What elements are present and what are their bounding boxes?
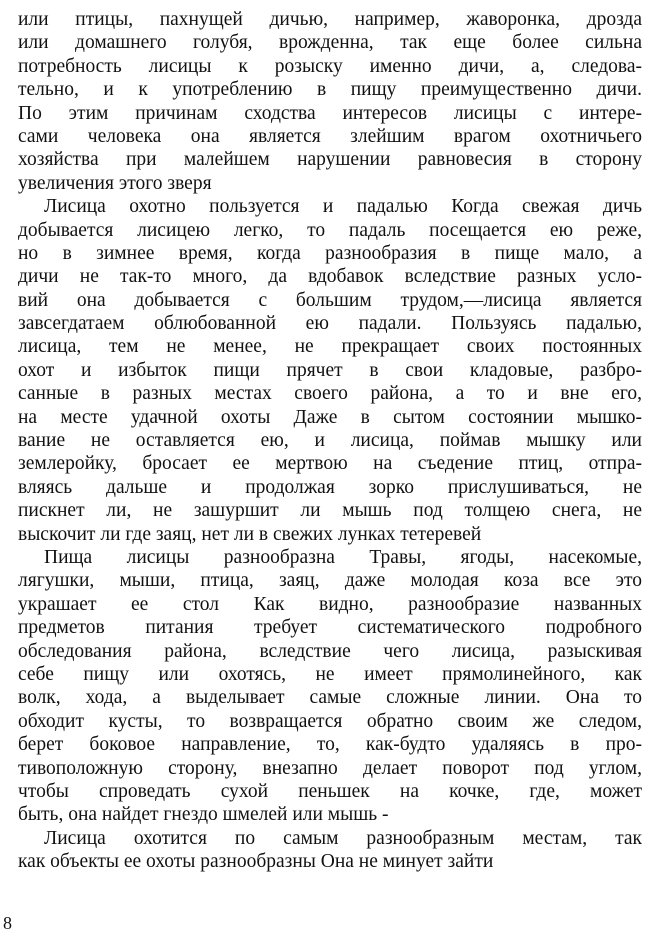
text-line: украшает ее стол Как видно, разнообразие названных xyxy=(18,593,642,615)
text-line: или птицы, пахнущей дичью, например, жаворонка, дрозда xyxy=(18,9,642,30)
text-line: Лисица охотно пользуется и падалью Когда свежая дичь xyxy=(44,196,642,218)
text-line: вание не оставляется ею, и лисица, поймав мышку или xyxy=(18,430,642,452)
text-line: выскочит ли где заяц, нет ли в свежих лунках тетеревей xyxy=(18,523,482,545)
text-line: увеличения этого зверя xyxy=(18,172,212,194)
text-line: землеройку, бросает ее мертвою на съедение птиц, отпра- xyxy=(18,453,642,475)
text-line: санные в разных местах своего района, а то и вне его, xyxy=(18,383,642,405)
text-line: тивоположную сторону, внезапно делает поворот под углом, xyxy=(18,757,642,779)
text-line: дичи не так-то много, да вдобавок вследствие разных усло- xyxy=(18,266,642,288)
text-line: обследования района, вследствие чего лисица, разыскивая xyxy=(18,640,642,662)
text-line: охот и избыток пищи прячет в свои кладовые, разбро- xyxy=(18,359,642,381)
text-line: Пища лисицы разнообразна Травы, ягоды, насекомые, xyxy=(44,546,642,568)
page-body-text xyxy=(18,8,642,873)
text-line: берет боковое направление, то, как-будто удаляясь в про- xyxy=(18,734,642,756)
text-line: лягушки, мыши, птица, заяц, даже молодая коза все это xyxy=(18,570,642,592)
text-line: как объекты ее охоты разнообразны Она не минует зайти xyxy=(18,851,494,873)
text-line: обходит кусты, то возвращается обратно своим же следом, xyxy=(18,710,642,732)
text-line: на месте удачной охоты Даже в сытом состоянии мышко- xyxy=(18,406,642,428)
text-line: себе пищу или охотясь, не имеет прямолинейного, как xyxy=(18,663,642,685)
text-line: хозяйства при малейшем нарушении равновесия в сторону xyxy=(18,149,642,171)
paragraph xyxy=(18,546,642,827)
text-line: потребность лисицы к розыску именно дичи, а, следова- xyxy=(18,55,642,77)
text-line: лисица, тем не менее, не прекращает своих постоянных xyxy=(18,336,642,358)
text-line: Лисица охотится по самым разнообразным местам, так xyxy=(44,827,642,849)
text-line: вляясь дальше и продолжая зорко прислушиваться, не xyxy=(18,476,642,498)
text-line: предметов питания требует систематического подробного xyxy=(18,617,642,639)
text-line: тельно, и к употреблению в пищу преимущественно дичи. xyxy=(18,79,642,101)
paragraph xyxy=(18,827,642,874)
text-line: волк, хода, а выделывает самые сложные линии. Она то xyxy=(18,687,642,709)
page-number: 8 xyxy=(3,913,12,933)
text-line: или домашнего голубя, врожденна, так еще более сильна xyxy=(18,32,642,54)
text-line: вий она добывается с большим трудом,—лисица является xyxy=(18,289,642,311)
paragraph xyxy=(18,195,642,546)
text-line: завсегдатаем облюбованной ею падали. Пользуясь падалью, xyxy=(18,313,642,335)
text-line: но в зимнее время, когда разнообразия в пище мало, а xyxy=(18,242,642,264)
text-line: сами человека она является злейшим врагом охотничьего xyxy=(18,125,642,147)
text-line: добывается лисицею легко, то падаль посещается ею реже, xyxy=(18,219,642,241)
text-line: пискнет ли, не зашуршит ли мышь под толщею снега, не xyxy=(18,500,642,522)
paragraph xyxy=(18,8,642,195)
text-line: быть, она найдет гнездо шмелей или мышь - xyxy=(18,804,389,826)
text-line: По этим причинам сходства интересов лисицы с интере- xyxy=(18,102,642,124)
text-line: чтобы спроведать сухой пеньшек на кочке, где, может xyxy=(18,780,642,802)
